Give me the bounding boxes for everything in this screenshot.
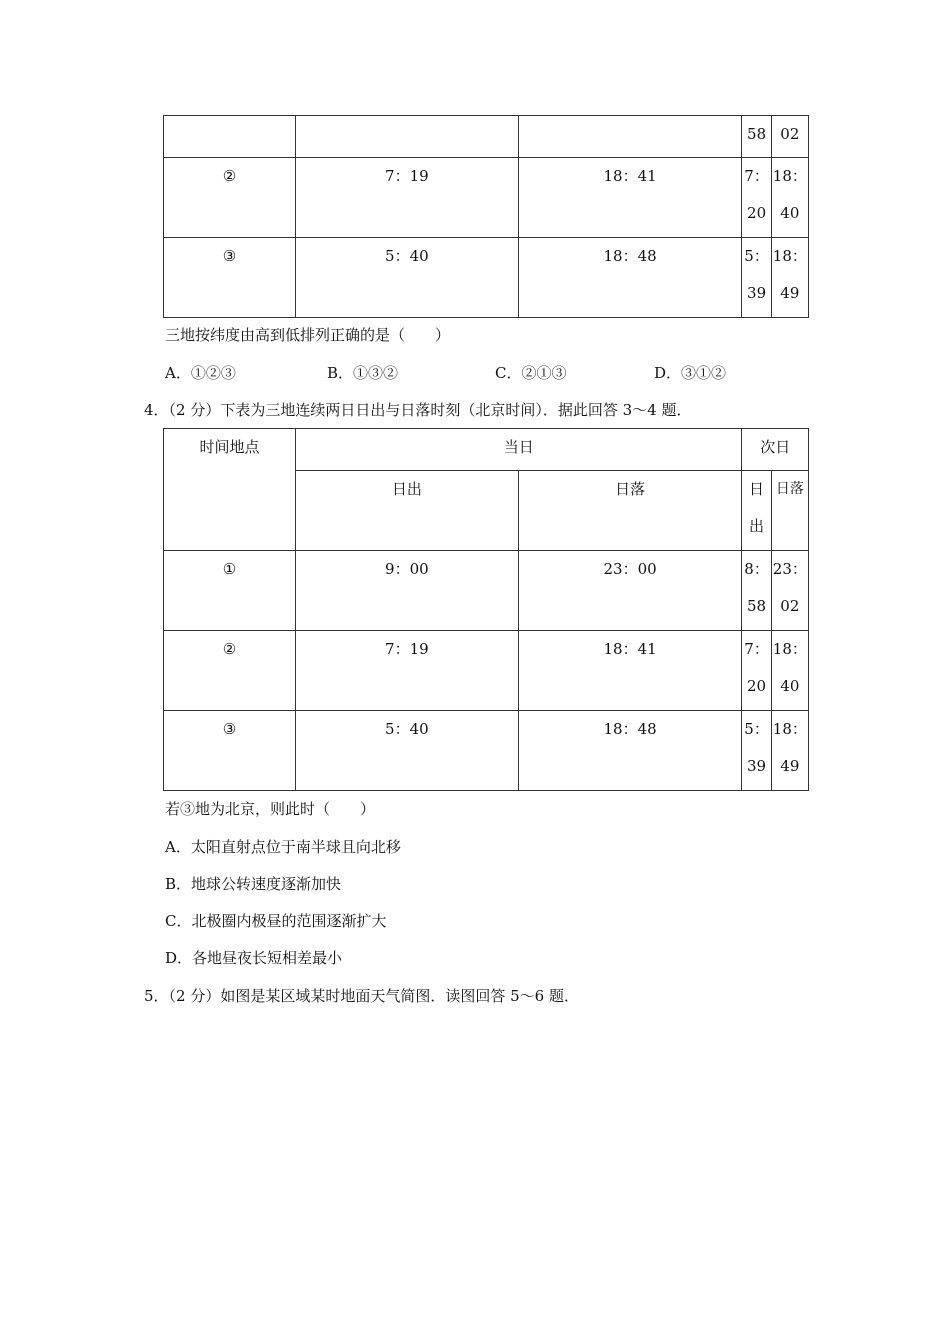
question-3-stem: 三地按纬度由高到低排列正确的是（ ） <box>165 326 451 344</box>
next-sunrise-cell <box>742 238 771 318</box>
option-b[interactable] <box>327 362 398 383</box>
next-sunrise-cell <box>742 711 771 791</box>
next-sunset-cell <box>771 238 808 318</box>
sunset-cell <box>518 116 742 158</box>
option-text: 地球公转速度逐渐加快 <box>191 875 342 893</box>
corner-header: 时间地点 <box>164 429 296 551</box>
next-sunset-cell <box>771 711 808 791</box>
option-label: A． <box>165 838 191 856</box>
sunrise-cell: 9：00 <box>296 551 519 631</box>
next-sunset-part: 49 <box>780 757 800 775</box>
table-row <box>164 238 809 318</box>
option-b[interactable] <box>165 873 341 894</box>
sunset-header: 日落 <box>518 471 742 551</box>
next-sunset-part: 49 <box>780 284 800 302</box>
next-sunrise-part: 5： <box>744 720 769 738</box>
option-text: 各地昼夜长短相差最小 <box>192 949 343 967</box>
place-cell <box>164 116 296 158</box>
option-label: C． <box>495 364 522 382</box>
option-label: B． <box>327 364 354 382</box>
option-text: ①②③ <box>190 364 236 382</box>
sunset-cell: 18：41 <box>518 631 742 711</box>
option-c[interactable] <box>165 910 387 931</box>
sunrise-cell: 7：19 <box>296 158 519 238</box>
option-label: B． <box>165 875 192 893</box>
next-sunset-part: 40 <box>780 677 800 695</box>
option-text: ①③② <box>353 364 399 382</box>
table-row <box>164 631 809 711</box>
sunrise-table-continued <box>163 115 809 318</box>
next-sunset-part: 18： <box>772 247 807 265</box>
next-sunset-cell <box>771 551 808 631</box>
question-5-stem: 5．（2 分）如图是某区域某时地面天气简图．读图回答 5～6 题． <box>144 987 579 1005</box>
next-sunset-part: 18： <box>772 720 807 738</box>
next-sunset-part: 23： <box>772 560 807 578</box>
next-sunrise-part: 58 <box>747 125 767 143</box>
place-cell: ② <box>164 158 296 238</box>
place-cell: ③ <box>164 711 296 791</box>
sunrise-cell: 7：19 <box>296 631 519 711</box>
today-header: 当日 <box>296 429 742 471</box>
next-sunset-cell <box>771 158 808 238</box>
next-sunrise-header-part: 日 <box>749 480 765 498</box>
option-label: A． <box>165 364 191 382</box>
option-label: C． <box>165 912 192 930</box>
table-row <box>164 551 809 631</box>
next-sunset-part: 18： <box>772 167 807 185</box>
sunrise-table <box>163 428 809 791</box>
next-sunset-part: 02 <box>780 597 800 615</box>
option-text: ②①③ <box>521 364 567 382</box>
sunrise-cell <box>296 116 519 158</box>
table-row <box>164 116 809 158</box>
table-row <box>164 158 809 238</box>
next-sunrise-cell <box>742 116 771 158</box>
sunrise-cell: 5：40 <box>296 238 519 318</box>
option-text: 太阳直射点位于南半球且向北移 <box>190 838 401 856</box>
sunset-cell: 18：41 <box>518 158 742 238</box>
place-cell: ② <box>164 631 296 711</box>
next-sunset-part: 40 <box>780 204 800 222</box>
sunset-cell: 23：00 <box>518 551 742 631</box>
next-sunrise-part: 8： <box>744 560 769 578</box>
place-cell: ① <box>164 551 296 631</box>
next-sunset-cell <box>771 631 808 711</box>
option-label: D． <box>165 949 193 967</box>
next-sunrise-cell <box>742 158 771 238</box>
next-sunrise-part: 7： <box>744 167 769 185</box>
next-sunrise-part: 5： <box>744 247 769 265</box>
next-sunrise-part: 39 <box>747 757 767 775</box>
question-4-sub-stem: 若③地为北京，则此时（ ） <box>165 800 376 818</box>
sunset-cell: 18：48 <box>518 711 742 791</box>
next-sunrise-part: 20 <box>747 677 767 695</box>
table-header-row <box>164 429 809 471</box>
sunrise-header: 日出 <box>296 471 519 551</box>
option-text: ③①② <box>681 364 727 382</box>
next-sunrise-part: 58 <box>747 597 767 615</box>
place-cell: ③ <box>164 238 296 318</box>
option-a[interactable] <box>165 362 236 383</box>
option-c[interactable] <box>495 362 567 383</box>
next-sunset-header: 日落 <box>771 471 808 551</box>
next-sunrise-header-part: 出 <box>749 517 765 535</box>
next-sunrise-part: 7： <box>744 640 769 658</box>
sunset-cell: 18：48 <box>518 238 742 318</box>
next-sunset-part: 18： <box>772 640 807 658</box>
next-sunset-cell <box>771 116 808 158</box>
next-sunrise-header <box>742 471 771 551</box>
next-sunrise-part: 20 <box>747 204 767 222</box>
next-sunrise-part: 39 <box>747 284 767 302</box>
option-d[interactable] <box>654 362 726 383</box>
next-day-header: 次日 <box>742 429 809 471</box>
option-d[interactable] <box>165 947 342 968</box>
next-sunrise-cell <box>742 631 771 711</box>
question-4-stem: 4．（2 分）下表为三地连续两日日出与日落时刻（北京时间）．据此回答 3～4 题． <box>144 401 692 419</box>
option-text: 北极圈内极昼的范围逐渐扩大 <box>191 912 387 930</box>
next-sunset-part: 02 <box>780 125 800 143</box>
table-row <box>164 711 809 791</box>
sunrise-cell: 5：40 <box>296 711 519 791</box>
option-a[interactable] <box>165 836 401 857</box>
next-sunrise-cell <box>742 551 771 631</box>
option-label: D． <box>654 364 682 382</box>
